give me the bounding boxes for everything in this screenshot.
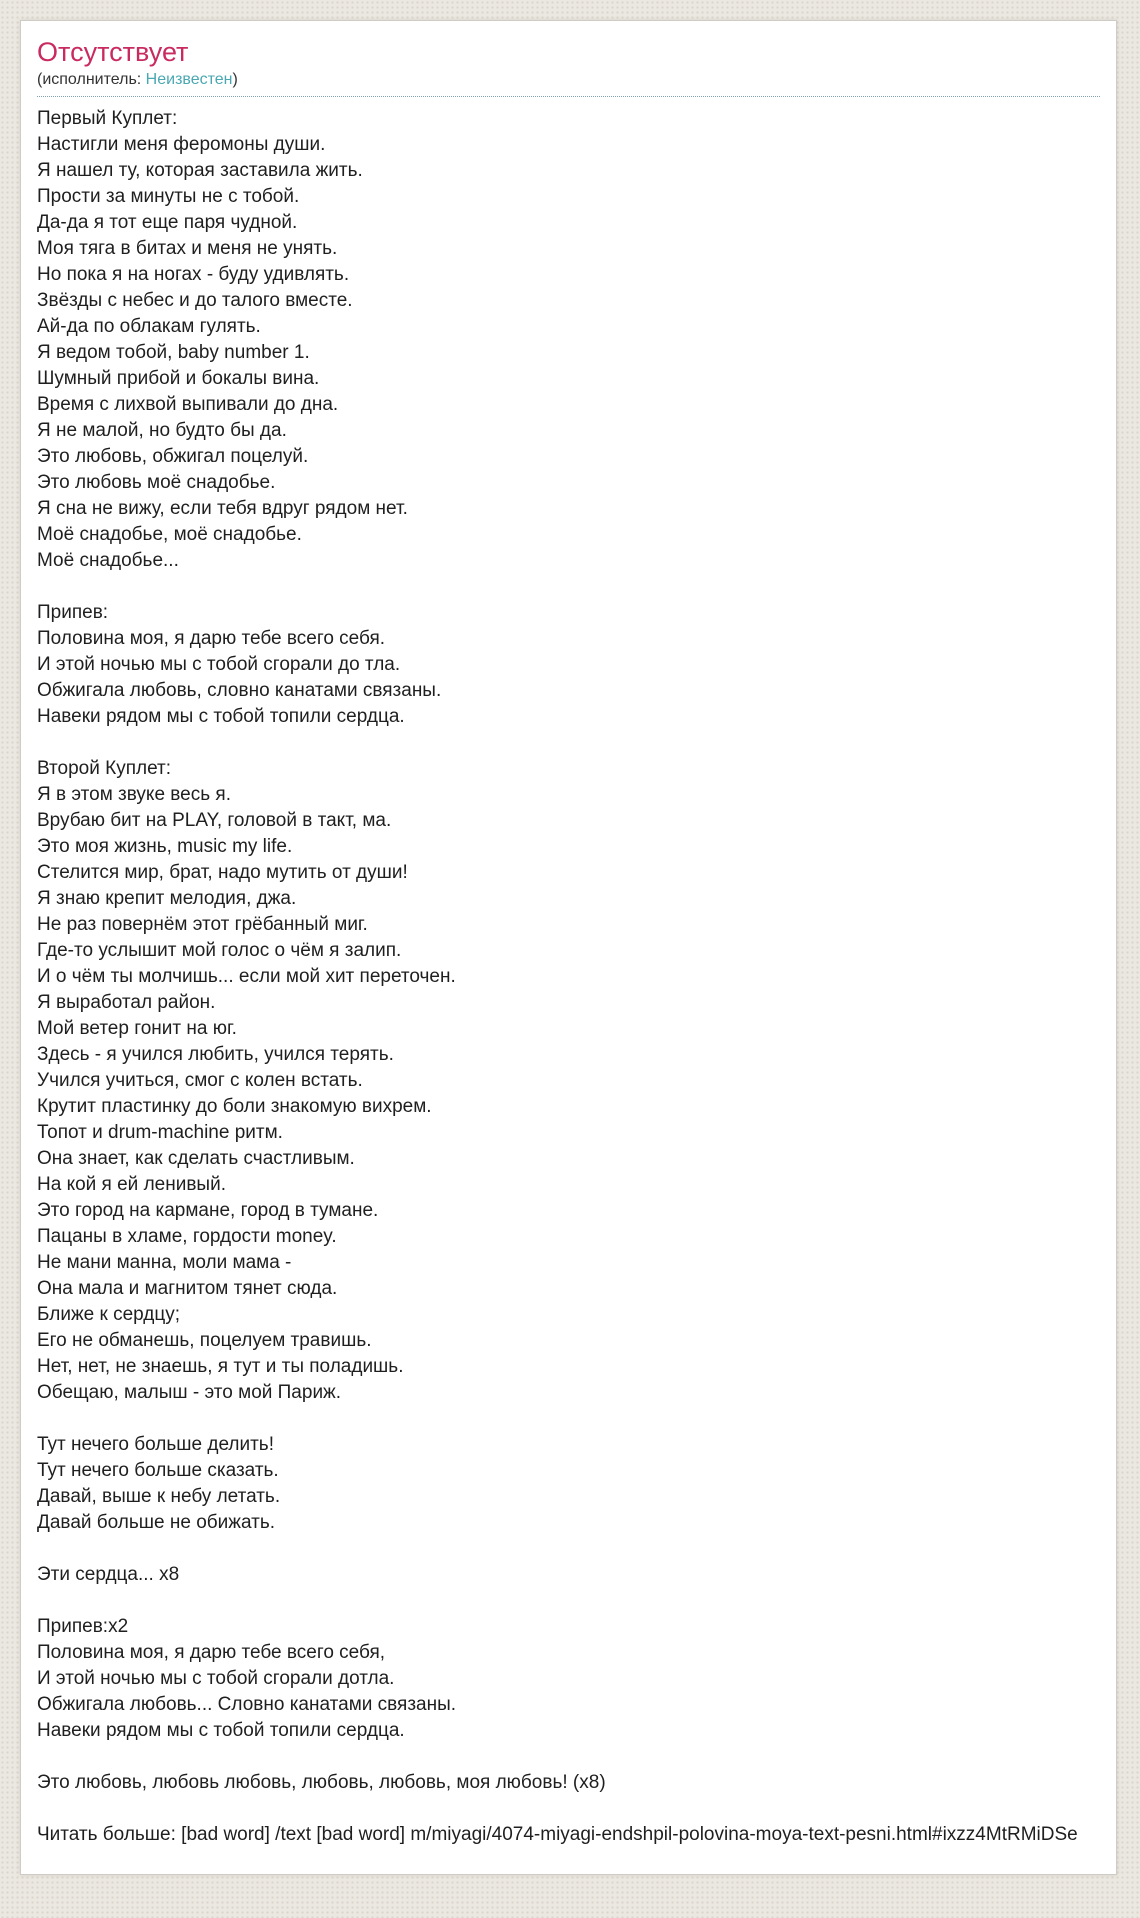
- lyric-line: Эти сердца... х8: [37, 1564, 180, 1585]
- lyrics-card: [20, 20, 1117, 1875]
- lyric-line: Обжигала любовь... Словно канатами связаны.: [37, 1694, 457, 1715]
- lyric-line: Навеки рядом мы с тобой топили сердца.: [37, 1720, 405, 1741]
- artist-line: [37, 69, 1100, 91]
- lyric-line: Время с лихвой выпивали до дна.: [37, 394, 339, 415]
- lyric-line: Это любовь, обжигал поцелуй.: [37, 446, 309, 467]
- lyric-line: И о чём ты молчишь... если мой хит переточен.: [37, 966, 456, 987]
- lyric-line: Крутит пластинку до боли знакомую вихрем.: [37, 1096, 432, 1117]
- lyric-line: Я знаю крепит мелодия, джа.: [37, 888, 297, 909]
- lyric-line: [37, 574, 1100, 600]
- lyric-line: [37, 730, 1100, 756]
- song-header: [37, 35, 1100, 97]
- lyric-line: И этой ночью мы с тобой сгорали до тла.: [37, 654, 401, 675]
- lyric-line: [37, 1536, 1100, 1562]
- lyric-line: Припев:: [37, 602, 109, 623]
- lyric-line: Тут нечего больше сказать.: [37, 1460, 279, 1481]
- lyric-line: Это город на кармане, город в тумане.: [37, 1200, 379, 1221]
- lyric-line: Она знает, как сделать счастливым.: [37, 1148, 355, 1169]
- lyric-line: Но пока я на ногах - буду удивлять.: [37, 264, 350, 285]
- lyric-line: [37, 1588, 1100, 1614]
- lyrics: [37, 106, 1100, 1796]
- lyric-line: Учился учиться, смог с колен встать.: [37, 1070, 363, 1091]
- lyric-line: Моё снадобье...: [37, 550, 179, 571]
- read-more-line: Читать больше: [bad word] /text [bad word] m/miyagi/4074-miyagi-endshpil-polovina-moya-text-pesni.html#ixzz4MtRMiDSe: [37, 1824, 1078, 1845]
- lyric-line: Топот и drum-machine ритм.: [37, 1122, 283, 1143]
- lyric-line: Я сна не вижу, если тебя вдруг рядом нет.: [37, 498, 408, 519]
- lyric-line: Я ведом тобой, baby number 1.: [37, 342, 310, 363]
- lyric-line: Первый Куплет:: [37, 108, 178, 129]
- lyric-line: Я нашел ту, которая заставила жить.: [37, 160, 363, 181]
- page-title: Отсутствует: [37, 37, 189, 67]
- lyric-line: На кой я ей ленивый.: [37, 1174, 226, 1195]
- lyric-line: Где-то услышит мой голос о чём я залип.: [37, 940, 402, 961]
- lyric-line: Пацаны в хламе, гордости money.: [37, 1226, 337, 1247]
- lyric-line: Настигли меня феромоны души.: [37, 134, 326, 155]
- lyric-line: И этой ночью мы с тобой сгорали дотла.: [37, 1668, 395, 1689]
- page-background: [0, 20, 1140, 1918]
- lyric-line: Я выработал район.: [37, 992, 216, 1013]
- lyric-line: Ай-да по облакам гулять.: [37, 316, 261, 337]
- lyric-line: Обжигала любовь, словно канатами связаны.: [37, 680, 442, 701]
- lyric-line: Шумный прибой и бокалы вина.: [37, 368, 320, 389]
- lyric-line: Врубаю бит на PLAY, головой в такт, ма.: [37, 810, 392, 831]
- lyric-line: Она мала и магнитом тянет сюда.: [37, 1278, 338, 1299]
- lyric-line: Навеки рядом мы с тобой топили сердца.: [37, 706, 405, 727]
- lyric-line: [37, 1744, 1100, 1770]
- lyric-line: Моя тяга в битах и меня не унять.: [37, 238, 338, 259]
- lyric-line: Здесь - я учился любить, учился терять.: [37, 1044, 394, 1065]
- lyric-line: Припев:х2: [37, 1616, 129, 1637]
- lyric-line: Я в этом звуке весь я.: [37, 784, 231, 805]
- lyric-line: Прости за минуты не с тобой.: [37, 186, 300, 207]
- lyric-line: Тут нечего больше делить!: [37, 1434, 274, 1455]
- lyric-line: [37, 1406, 1100, 1432]
- lyric-line: Не раз повернём этот грёбанный миг.: [37, 914, 368, 935]
- lyric-line: Стелится мир, брат, надо мутить от души!: [37, 862, 408, 883]
- lyric-line: Нет, нет, не знаешь, я тут и ты поладишь.: [37, 1356, 404, 1377]
- lyric-line: Его не обманешь, поцелуем травишь.: [37, 1330, 372, 1351]
- lyric-line: Да-да я тот еще паря чудной.: [37, 212, 298, 233]
- artist-label: (исполнитель:: [37, 71, 142, 88]
- lyric-line: Это любовь моё снадобье.: [37, 472, 276, 493]
- lyric-line: Моё снадобье, моё снадобье.: [37, 524, 302, 545]
- lyric-line: Второй Куплет:: [37, 758, 171, 779]
- lyric-line: Не мани манна, моли мама -: [37, 1252, 292, 1273]
- lyric-line: Это моя жизнь, music my life.: [37, 836, 293, 857]
- lyric-line: Ближе к сердцу;: [37, 1304, 181, 1325]
- artist-link[interactable]: Неизвестен: [145, 71, 233, 88]
- lyric-line: Половина моя, я дарю тебе всего себя,: [37, 1642, 386, 1663]
- lyric-line: Мой ветер гонит на юг.: [37, 1018, 237, 1039]
- lyric-line: Звёзды с небес и до талого вместе.: [37, 290, 353, 311]
- lyric-line: Я не малой, но будто бы да.: [37, 420, 287, 441]
- lyric-line: Половина моя, я дарю тебе всего себя.: [37, 628, 386, 649]
- lyric-line: Обещаю, малыш - это мой Париж.: [37, 1382, 342, 1403]
- lyric-line: Давай, выше к небу летать.: [37, 1486, 281, 1507]
- lyric-line: Давай больше не обижать.: [37, 1512, 276, 1533]
- lyric-line: Это любовь, любовь любовь, любовь, любовь, моя любовь! (х8): [37, 1772, 606, 1793]
- artist-label-close: ): [232, 71, 238, 88]
